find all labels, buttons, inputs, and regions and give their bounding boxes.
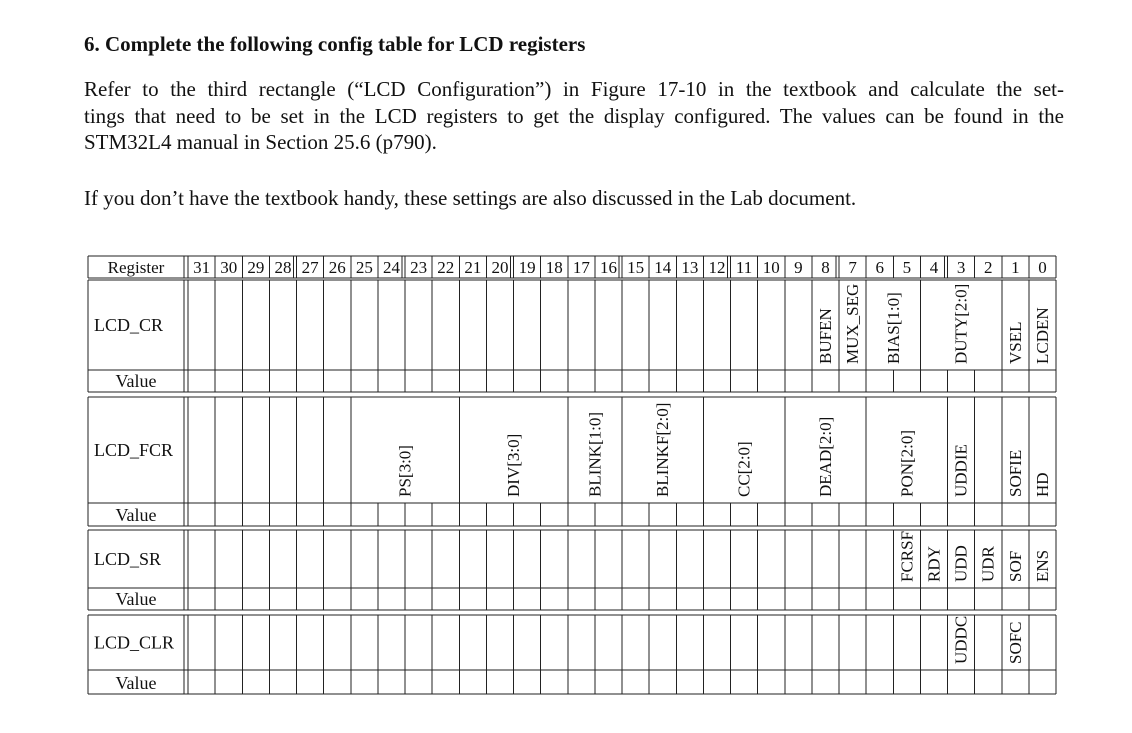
bit-number-21: 21 (464, 258, 482, 277)
lcd-cr-field-bufen: BUFEN (815, 308, 835, 364)
lcd-clr-field-sofc: SOFC (1005, 621, 1025, 664)
bit-number-18: 18 (545, 258, 563, 277)
bit-number-24: 24 (382, 258, 400, 277)
bit-number-9: 9 (794, 258, 803, 277)
lcd-clr-register-name: LCD_CLR (94, 632, 175, 653)
lcd-clr-value-label: Value (115, 673, 157, 693)
instructions-line-1: Refer to the third rectangle (“LCD Configuration”) in Figure 17-10 in the textbook and calculate the set- (84, 77, 1064, 101)
lcd-cr-field-lcden: LCDEN (1032, 307, 1052, 364)
lcd-fcr-field-pon20: PON[2:0] (897, 429, 917, 497)
bit-number-23: 23 (410, 258, 428, 277)
bit-number-1: 1 (1011, 258, 1020, 277)
bit-number-26: 26 (328, 258, 346, 277)
lcd-sr-register-name: LCD_SR (94, 549, 162, 569)
lcd-cr-field-duty20: DUTY[2:0] (951, 283, 971, 364)
bit-number-11: 11 (735, 258, 753, 277)
lcd-cr-value-label: Value (115, 371, 157, 391)
textbook-note: If you don’t have the textbook handy, these settings are also discussed in the Lab document. (84, 186, 857, 210)
bit-number-27: 27 (301, 258, 319, 277)
lcd-cr-field-bias10: BIAS[1:0] (883, 292, 903, 364)
lcd-cr-field-mux_seg: MUX_SEG (843, 283, 863, 364)
lcd-sr-field-udr: UDR (978, 546, 998, 582)
bit-number-31: 31 (193, 258, 211, 277)
lcd-cr-register-name: LCD_CR (94, 315, 164, 335)
bit-number-0: 0 (1038, 258, 1047, 277)
bit-number-2: 2 (983, 258, 993, 277)
bit-number-25: 25 (355, 258, 373, 277)
lcd-sr-field-rdy: RDY (924, 546, 944, 582)
lcd-fcr-field-dead20: DEAD[2:0] (815, 416, 835, 497)
lcd-fcr-field-div30: DIV[3:0] (504, 433, 523, 497)
bit-number-5: 5 (902, 258, 912, 277)
lcd-fcr-field-ps30: PS[3:0] (395, 445, 415, 497)
bit-number-12: 12 (708, 258, 726, 277)
lcd-fcr-field-blink10: BLINK[1:0] (585, 412, 605, 497)
lcd-cr-field-vsel: VSEL (1005, 321, 1025, 364)
bit-number-13: 13 (681, 258, 699, 277)
bit-number-28: 28 (274, 258, 292, 277)
lcd-fcr-field-cc20: CC[2:0] (734, 441, 754, 497)
bit-number-29: 29 (247, 258, 265, 277)
bit-number-7: 7 (848, 258, 857, 277)
bit-number-3: 3 (956, 258, 966, 277)
lcd-sr-field-udd: UDD (951, 545, 971, 582)
lcd-fcr-value-label: Value (115, 505, 157, 525)
bit-number-17: 17 (572, 258, 590, 277)
instructions-line-2: tings that need to be set in the LCD registers to get the display configured. The values can be found in the (84, 103, 1064, 128)
bit-number-15: 15 (627, 258, 645, 277)
lcd-fcr-field-uddie: UDDIE (951, 444, 971, 497)
lcd-sr-field-ens: ENS (1032, 549, 1052, 582)
lcd-fcr-register-name: LCD_FCR (94, 440, 174, 460)
bit-number-4: 4 (929, 258, 939, 277)
bit-number-22: 22 (437, 258, 455, 277)
instructions-line-3: STM32L4 manual in Section 25.6 (p790). (84, 130, 437, 154)
lcd-sr-field-sof: SOF (1005, 550, 1025, 582)
bit-number-10: 10 (762, 258, 780, 277)
lcd-fcr-field-blinkf20: BLINKF[2:0] (653, 402, 673, 497)
lcd-fcr-field-hd: HD (1032, 472, 1052, 497)
bit-number-6: 6 (875, 258, 884, 277)
bit-number-30: 30 (220, 258, 238, 277)
question-heading: 6. Complete the following config table for LCD registers (84, 32, 586, 56)
header-register-label: Register (107, 258, 165, 277)
bit-number-16: 16 (599, 258, 617, 277)
bit-number-19: 19 (518, 258, 536, 277)
bit-number-14: 14 (654, 258, 672, 277)
lcd-sr-value-label: Value (115, 589, 157, 609)
bit-number-8: 8 (821, 258, 830, 277)
lcd-sr-field-fcrsf: FCRSF (897, 530, 917, 582)
lcd-fcr-field-sofie: SOFIE (1005, 449, 1025, 497)
bit-number-20: 20 (491, 258, 509, 277)
lcd-clr-field-uddc: UDDC (951, 615, 971, 664)
